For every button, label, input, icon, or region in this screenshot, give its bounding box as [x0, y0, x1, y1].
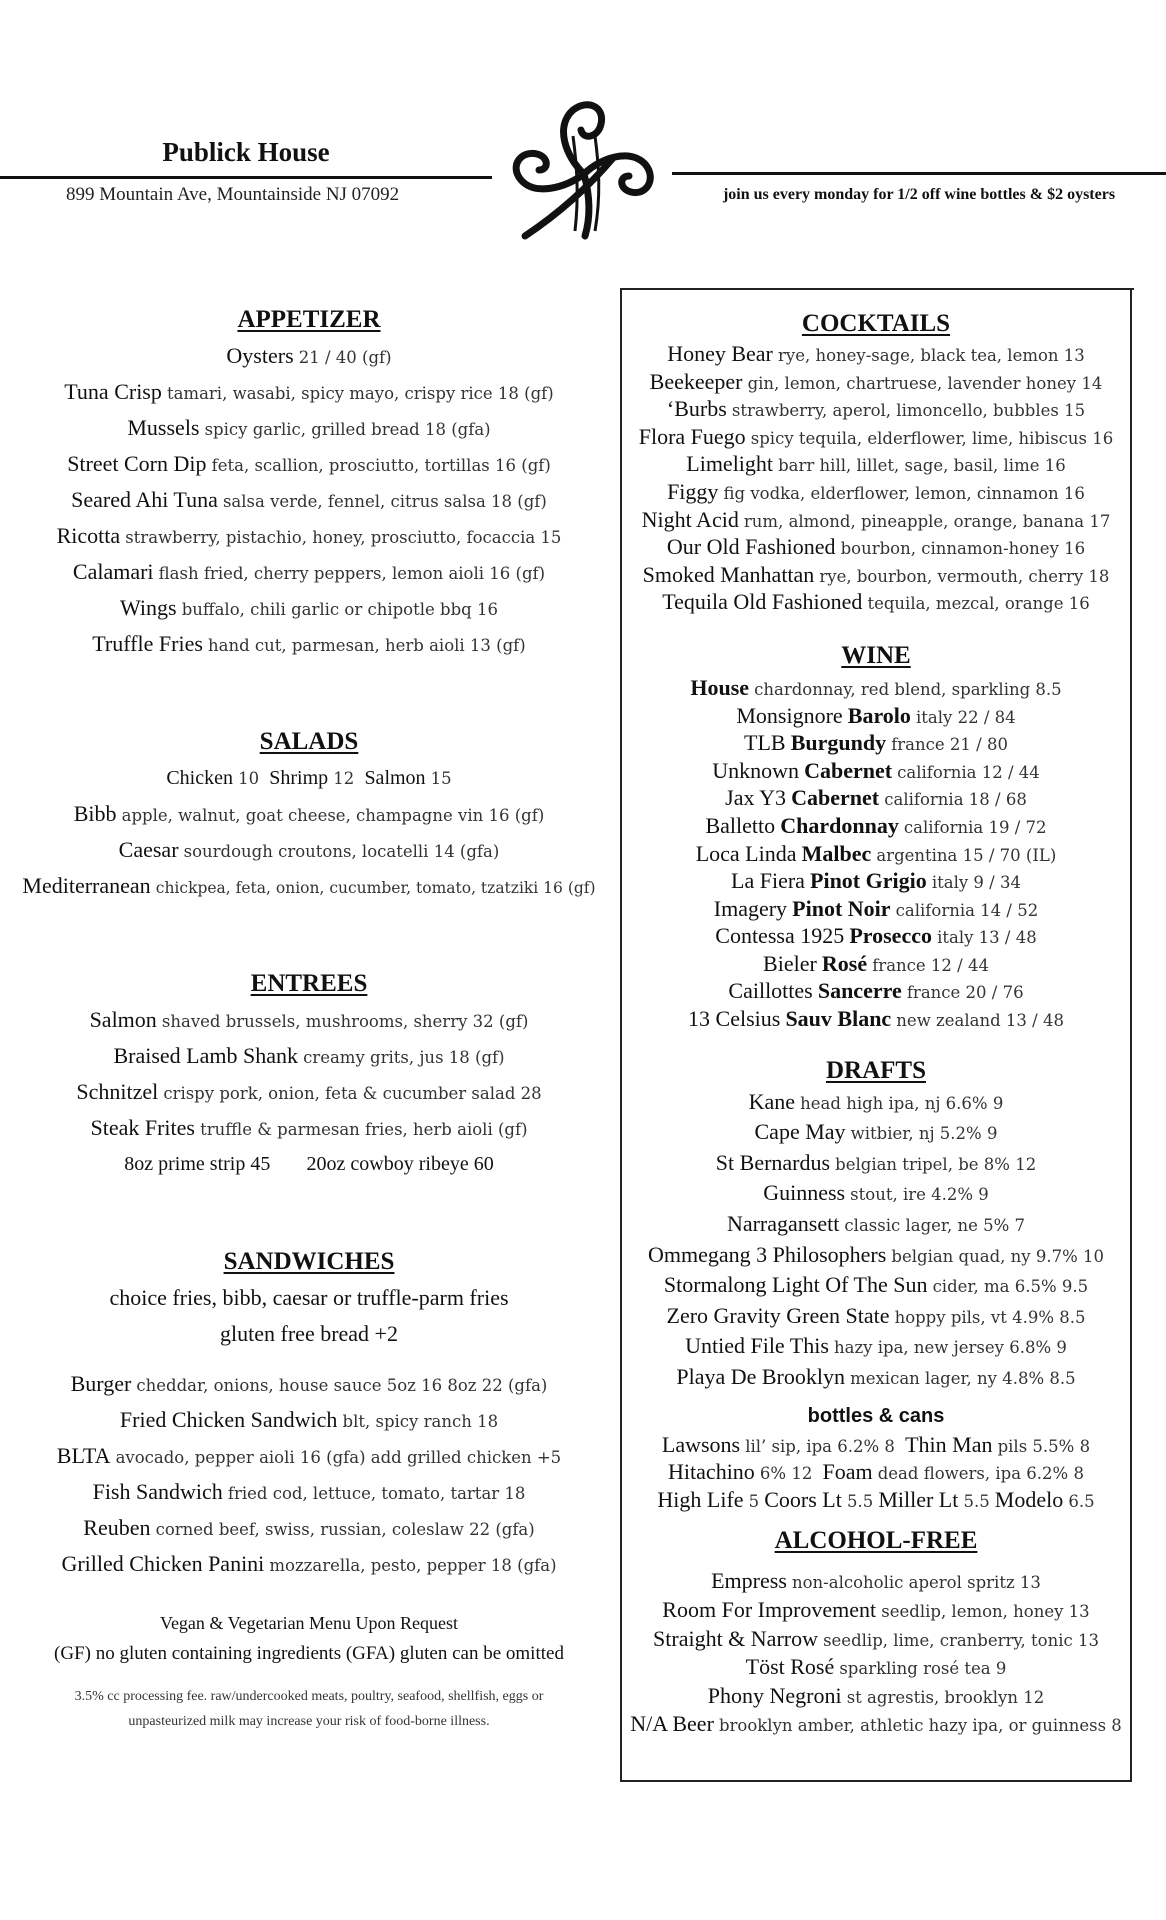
item-name: Coors Lt	[764, 1486, 842, 1512]
menu-item	[18, 1074, 600, 1110]
item-desc: tamari, wasabi, spicy mayo, crispy rice 18 (gf)	[166, 384, 554, 403]
menu-item	[622, 1148, 1130, 1179]
item-name: Narragansett	[726, 1211, 840, 1237]
menu-item	[18, 1002, 600, 1038]
menu-item	[18, 482, 600, 518]
item-name: Beekeeper	[649, 368, 743, 394]
item-desc: barr hill, lillet, sage, basil, lime 16	[778, 456, 1066, 476]
item-name: Mussels	[127, 415, 200, 440]
item-name: Wings	[120, 595, 177, 620]
wine-producer: Contessa 1925	[715, 923, 845, 949]
item-desc: truffle & parmesan fries, herb aioli (gf)	[200, 1120, 528, 1139]
item-name: Smoked Manhattan	[642, 561, 815, 587]
sandwiches-section	[18, 1248, 600, 1582]
wine-item	[622, 895, 1130, 923]
menu-item	[18, 796, 600, 832]
item-desc: avocado, pepper aioli 16 (gfa) add grilled chicken +5	[115, 1448, 562, 1467]
header-rule-right	[672, 172, 1166, 175]
item-name: Zero Gravity Green State	[666, 1302, 890, 1328]
sandwich-choice-line	[18, 1316, 600, 1352]
item-desc: hoppy pils, vt 4.9% 8.5	[894, 1307, 1086, 1327]
item-desc: st agrestis, brooklyn 12	[846, 1687, 1045, 1707]
wine-varietal: Rosé	[821, 950, 868, 976]
item-desc: seedlip, lemon, honey 13	[881, 1601, 1090, 1621]
item-desc: stout, ire 4.2% 9	[850, 1185, 989, 1205]
item-name: Seared Ahi Tuna	[71, 487, 218, 512]
item-desc: blt, spicy ranch 18	[342, 1412, 499, 1431]
menu-item	[622, 1240, 1130, 1271]
wine-section	[622, 642, 1130, 1033]
item-name: BLTA	[56, 1443, 111, 1468]
menu-item	[18, 374, 600, 410]
wine-varietal: Barolo	[847, 702, 911, 728]
menu-item	[18, 590, 600, 626]
menu-item	[622, 1567, 1130, 1596]
wine-producer: Imagery	[713, 895, 788, 921]
item-desc: rum, almond, pineapple, orange, banana 17	[743, 511, 1111, 531]
item-desc: sourdough croutons, locatelli 14 (gfa)	[183, 842, 500, 861]
item-desc: corned beef, swiss, russian, coleslaw 22 (gfa)	[155, 1520, 535, 1539]
item-desc: salsa verde, fennel, citrus salsa 18 (gf)	[222, 492, 547, 511]
item-desc: hand cut, parmesan, herb aioli 13 (gf)	[207, 636, 526, 655]
item-name: Töst Rosé	[745, 1654, 835, 1680]
menu-item	[18, 1546, 600, 1582]
item-name: Tuna Crisp	[64, 379, 162, 404]
item-desc: fig vodka, elderflower, lemon, cinnamon 16	[723, 483, 1085, 503]
wine-varietal: Pinot Grigio	[810, 868, 927, 894]
item-desc: rye, honey-sage, black tea, lemon 13	[777, 346, 1085, 365]
wine-desc: california 12 / 44	[897, 762, 1040, 782]
wine-item	[622, 784, 1130, 812]
item-name: Mediterranean	[22, 873, 151, 898]
menu-item	[18, 1402, 600, 1438]
item-desc: gin, lemon, chartruese, lavender honey 14	[747, 373, 1103, 393]
wine-varietal: House	[690, 674, 750, 700]
menu-item	[18, 1438, 600, 1474]
addon-name: Salmon	[364, 767, 426, 789]
item-name: Guinness	[763, 1180, 846, 1206]
menu-item	[622, 1682, 1130, 1711]
clover-logo-icon	[495, 96, 673, 254]
item-name: ‘Burbs	[666, 396, 727, 422]
wine-varietal: Sancerre	[817, 978, 902, 1004]
sandwich-choice-line	[18, 1280, 600, 1316]
item-desc: 5.5	[846, 1491, 874, 1511]
item-desc: chickpea, feta, onion, cucumber, tomato, tzatziki 16 (gf)	[155, 879, 596, 897]
item-desc: non-alcoholic aperol spritz 13	[791, 1573, 1041, 1593]
wine-desc: california 14 / 52	[895, 900, 1039, 920]
item-desc: classic lager, ne 5% 7	[844, 1216, 1026, 1236]
item-name: Foam	[822, 1459, 873, 1485]
header-rule-left	[0, 176, 492, 179]
menu-header	[0, 0, 1166, 270]
item-name: Stormalong Light Of The Sun	[663, 1272, 928, 1298]
item-desc: 5	[748, 1491, 760, 1511]
menu-item	[622, 368, 1130, 396]
item-name: Grilled Chicken Panini	[61, 1551, 265, 1576]
item-name: Truffle Fries	[92, 631, 203, 656]
item-desc: cider, ma 6.5% 9.5	[932, 1277, 1089, 1297]
item-name: Straight & Narrow	[653, 1625, 818, 1651]
item-desc: 6.5	[1068, 1491, 1095, 1511]
wine-item	[622, 812, 1130, 840]
item-desc: spicy tequila, elderflower, lime, hibiscus 16	[750, 428, 1114, 448]
item-desc: mexican lager, ny 4.8% 8.5	[850, 1369, 1076, 1388]
menu-item	[622, 1117, 1130, 1148]
item-name: Miller Lt	[878, 1486, 959, 1512]
section-title-cocktails: COCKTAILS	[801, 310, 951, 337]
wine-varietal: Cabernet	[804, 757, 893, 783]
item-desc: belgian tripel, be 8% 12	[835, 1154, 1037, 1174]
item-name: Bibb	[73, 801, 117, 826]
bottles-row	[622, 1431, 1130, 1459]
section-title-entrees: ENTREES	[250, 970, 368, 997]
menu-item	[622, 1653, 1130, 1682]
section-title-salads: SALADS	[259, 728, 359, 755]
wine-desc: france 12 / 44	[872, 955, 989, 975]
item-name: Untied File This	[685, 1333, 829, 1359]
item-desc: 6% 12	[759, 1464, 813, 1484]
item-desc: pils 5.5% 8	[997, 1436, 1091, 1456]
drinks-menu-column	[622, 310, 1130, 1739]
menu-item	[18, 626, 600, 662]
menu-item	[18, 832, 600, 868]
item-name: Steak Frites	[90, 1115, 195, 1140]
item-name: Braised Lamb Shank	[113, 1043, 298, 1068]
wine-item	[622, 840, 1130, 868]
section-title-drafts: DRAFTS	[825, 1056, 926, 1084]
item-desc: 5.5	[963, 1491, 990, 1511]
choice-text: gluten free bread +2	[220, 1321, 398, 1346]
menu-item	[622, 1087, 1130, 1118]
menu-item	[622, 1301, 1130, 1332]
box-top-extension	[1100, 288, 1134, 290]
menu-item	[18, 410, 600, 446]
wine-item	[622, 867, 1130, 895]
item-name: Street Corn Dip	[67, 451, 207, 476]
menu-item	[622, 1270, 1130, 1301]
wine-producer: Balletto	[705, 812, 776, 838]
menu-item	[622, 1710, 1130, 1739]
bottles-title: bottles & cans	[807, 1404, 945, 1427]
wine-desc: italy 22 / 84	[916, 707, 1016, 727]
item-name: Calamari	[72, 559, 154, 584]
wine-varietal: Burgundy	[790, 730, 887, 756]
menu-item	[622, 506, 1130, 534]
menu-item	[622, 1596, 1130, 1625]
item-desc: head high ipa, nj 6.6% 9	[800, 1093, 1004, 1113]
menu-item	[622, 1209, 1130, 1240]
item-desc: seedlip, lime, cranberry, tonic 13	[823, 1630, 1099, 1650]
item-name: Room For Improvement	[662, 1596, 877, 1622]
steak-option: 8oz prime strip 45	[124, 1153, 271, 1175]
item-name: Salmon	[89, 1007, 157, 1032]
menu-item	[622, 561, 1130, 589]
item-name: Our Old Fashioned	[666, 534, 836, 560]
menu-item	[18, 1510, 600, 1546]
item-name: Oysters	[226, 343, 294, 368]
item-name: Honey Bear	[667, 341, 773, 366]
section-title-appetizer: APPETIZER	[237, 306, 381, 333]
wine-varietal: Chardonnay	[780, 812, 899, 838]
wine-varietal: Sauv Blanc	[785, 1006, 892, 1032]
item-name: Thin Man	[905, 1431, 993, 1457]
menu-item	[622, 1331, 1130, 1362]
wine-desc: chardonnay, red blend, sparkling 8.5	[754, 679, 1062, 699]
gluten-legend: (GF) no gluten containing ingredients (GFA) gluten can be omitted	[54, 1643, 564, 1664]
wine-producer: Bieler	[763, 950, 817, 976]
addon-price: 12	[333, 769, 355, 788]
item-name: Burger	[70, 1371, 132, 1396]
item-name: High Life	[657, 1486, 744, 1512]
item-name: Playa De Brooklyn	[676, 1364, 845, 1389]
wine-desc: new zealand 13 / 48	[896, 1011, 1064, 1031]
item-desc: hazy ipa, new jersey 6.8% 9	[834, 1338, 1067, 1358]
promo-text: join us every monday for 1/2 off wine bottles & $2 oysters	[722, 186, 1116, 203]
bottles-section	[622, 1401, 1130, 1514]
wine-varietal: Cabernet	[791, 785, 880, 811]
item-desc: brooklyn amber, athletic hazy ipa, or guinness 8	[718, 1716, 1122, 1736]
item-name: Fried Chicken Sandwich	[119, 1407, 338, 1432]
wine-desc: california 19 / 72	[903, 817, 1047, 837]
item-desc: 21 / 40 (gf)	[298, 348, 392, 367]
item-name: Fish Sandwich	[92, 1479, 223, 1504]
item-name: Ricotta	[56, 523, 121, 548]
item-desc: lil’ sip, ipa 6.2% 8	[745, 1436, 895, 1456]
item-desc: crispy pork, onion, feta & cucumber salad 28	[163, 1084, 542, 1103]
section-title-alcohol-free: ALCOHOL-FREE	[774, 1527, 978, 1555]
addon-name: Chicken	[166, 767, 233, 789]
item-desc: belgian quad, ny 9.7% 10	[891, 1246, 1104, 1266]
item-name: Empress	[711, 1568, 787, 1594]
item-name: Reuben	[83, 1515, 151, 1540]
cocktails-section	[622, 310, 1130, 616]
item-desc: rye, bourbon, vermouth, cherry 18	[819, 566, 1110, 586]
menu-item	[18, 554, 600, 590]
steak-option: 20oz cowboy ribeye 60	[306, 1153, 494, 1175]
addon-name: Shrimp	[269, 767, 329, 789]
wine-producer: La Fiera	[731, 868, 805, 894]
wine-producer: Caillottes	[728, 978, 813, 1004]
menu-item	[622, 395, 1130, 423]
item-desc: feta, scallion, prosciutto, tortillas 16 (gf)	[211, 456, 551, 475]
item-desc: shaved brussels, mushrooms, sherry 32 (gf)	[161, 1012, 529, 1031]
item-desc: mozzarella, pesto, pepper 18 (gfa)	[269, 1556, 557, 1575]
wine-producer: Jax Y3	[725, 785, 787, 811]
menu-item	[18, 1038, 600, 1074]
drafts-section	[622, 1057, 1130, 1393]
item-name: Limelight	[686, 451, 774, 477]
item-desc: tequila, mezcal, orange 16	[867, 594, 1090, 614]
menu-item	[622, 450, 1130, 478]
addon-price: 10	[238, 769, 260, 788]
item-desc: fried cod, lettuce, tomato, tartar 18	[227, 1484, 526, 1503]
wine-varietal: Malbec	[801, 840, 872, 866]
menu-item	[18, 1110, 600, 1146]
item-desc: dead flowers, ipa 6.2% 8	[877, 1464, 1084, 1484]
wine-desc: france 20 / 76	[906, 983, 1024, 1003]
menu-item	[622, 588, 1130, 616]
item-name: Tequila Old Fashioned	[662, 589, 863, 615]
item-desc: creamy grits, jus 18 (gf)	[303, 1048, 505, 1067]
item-name: St Bernardus	[715, 1149, 831, 1175]
menu-item	[18, 518, 600, 554]
steak-options	[18, 1146, 600, 1182]
wine-varietal: Prosecco	[849, 923, 932, 949]
item-name: Caesar	[118, 837, 179, 862]
wine-desc: california 18 / 68	[884, 790, 1027, 810]
wine-producer: TLB	[744, 730, 786, 756]
salad-addons	[18, 760, 600, 796]
food-menu-column	[18, 306, 600, 1734]
wine-item	[622, 977, 1130, 1005]
item-name: Lawsons	[661, 1431, 741, 1457]
item-name: Flora Fuego	[638, 423, 746, 449]
addon-price: 15	[430, 769, 452, 788]
menu-item	[622, 1178, 1130, 1209]
bottles-row	[622, 1486, 1130, 1514]
menu-item	[18, 868, 600, 904]
wine-desc: italy 9 / 34	[931, 873, 1021, 893]
wine-producer: Monsignore	[736, 702, 843, 728]
wine-desc: france 21 / 80	[891, 735, 1008, 755]
item-desc: spicy garlic, grilled bread 18 (gfa)	[204, 420, 491, 439]
fine-print-line: unpasteurized milk may increase your risk of food-borne illness.	[128, 1714, 490, 1729]
item-desc: cheddar, onions, house sauce 5oz 16 8oz 22 (gfa)	[136, 1376, 548, 1395]
item-desc: strawberry, aperol, limoncello, bubbles 15	[731, 401, 1086, 421]
item-desc: strawberry, pistachio, honey, prosciutto, focaccia 15	[125, 528, 562, 547]
item-name: Cape May	[754, 1119, 846, 1145]
wine-producer: Loca Linda	[695, 840, 797, 866]
fine-print-line: 3.5% cc processing fee. raw/undercooked meats, poultry, seafood, shellfish, eggs or	[74, 1689, 544, 1704]
item-desc: witbier, nj 5.2% 9	[850, 1124, 998, 1144]
item-desc: bourbon, cinnamon-honey 16	[840, 539, 1086, 559]
vegan-note: Vegan & Vegetarian Menu Upon Request	[159, 1613, 459, 1633]
restaurant-name: Publick House	[162, 137, 330, 167]
menu-item	[622, 1625, 1130, 1654]
drinks-menu-box	[620, 288, 1132, 1782]
salads-section	[18, 728, 600, 904]
wine-varietal: Pinot Noir	[792, 895, 891, 921]
wine-item	[622, 702, 1130, 730]
item-name: Schnitzel	[76, 1079, 159, 1104]
item-desc: apple, walnut, goat cheese, champagne vin 16 (gf)	[121, 806, 545, 825]
wine-desc: argentina 15 / 70 (IL)	[876, 845, 1057, 865]
item-name: Modelo	[994, 1486, 1064, 1512]
wine-item	[622, 757, 1130, 785]
item-name: Ommegang 3 Philosophers	[647, 1241, 887, 1267]
choice-text: choice fries, bibb, caesar or truffle-parm fries	[109, 1285, 509, 1310]
item-desc: buffalo, chili garlic or chipotle bbq 16	[181, 600, 498, 619]
section-title-wine: WINE	[841, 641, 911, 669]
item-name: Night Acid	[641, 506, 739, 532]
wine-item	[622, 674, 1130, 702]
bottles-row	[622, 1458, 1130, 1486]
appetizer-section	[18, 306, 600, 662]
restaurant-address: 899 Mountain Ave, Mountainside NJ 07092	[66, 184, 400, 205]
item-name: Hitachino	[668, 1459, 755, 1485]
menu-item	[18, 1474, 600, 1510]
item-name: Figgy	[667, 478, 719, 504]
wine-producer: Unknown	[712, 757, 799, 783]
entrees-section	[18, 970, 600, 1182]
item-desc: sparkling rosé tea 9	[839, 1659, 1007, 1679]
wine-item	[622, 922, 1130, 950]
item-name: Kane	[748, 1088, 796, 1114]
menu-item	[622, 1362, 1130, 1393]
wine-desc: italy 13 / 48	[937, 928, 1037, 948]
menu-item	[622, 478, 1130, 506]
menu-item	[18, 1366, 600, 1402]
section-title-sandwiches: SANDWICHES	[223, 1248, 395, 1275]
item-desc: flash fried, cherry peppers, lemon aioli 16 (gf)	[158, 564, 546, 583]
item-name: N/A Beer	[630, 1711, 714, 1737]
wine-item	[622, 1005, 1130, 1033]
wine-item	[622, 950, 1130, 978]
menu-item	[622, 423, 1130, 451]
menu-item	[18, 446, 600, 482]
alcohol-free-section	[622, 1527, 1130, 1739]
menu-notes	[18, 1608, 600, 1734]
menu-item	[622, 340, 1130, 368]
menu-item	[18, 338, 600, 374]
wine-producer: 13 Celsius	[688, 1006, 781, 1032]
wine-item	[622, 729, 1130, 757]
menu-item	[622, 533, 1130, 561]
item-name: Phony Negroni	[707, 1682, 842, 1708]
